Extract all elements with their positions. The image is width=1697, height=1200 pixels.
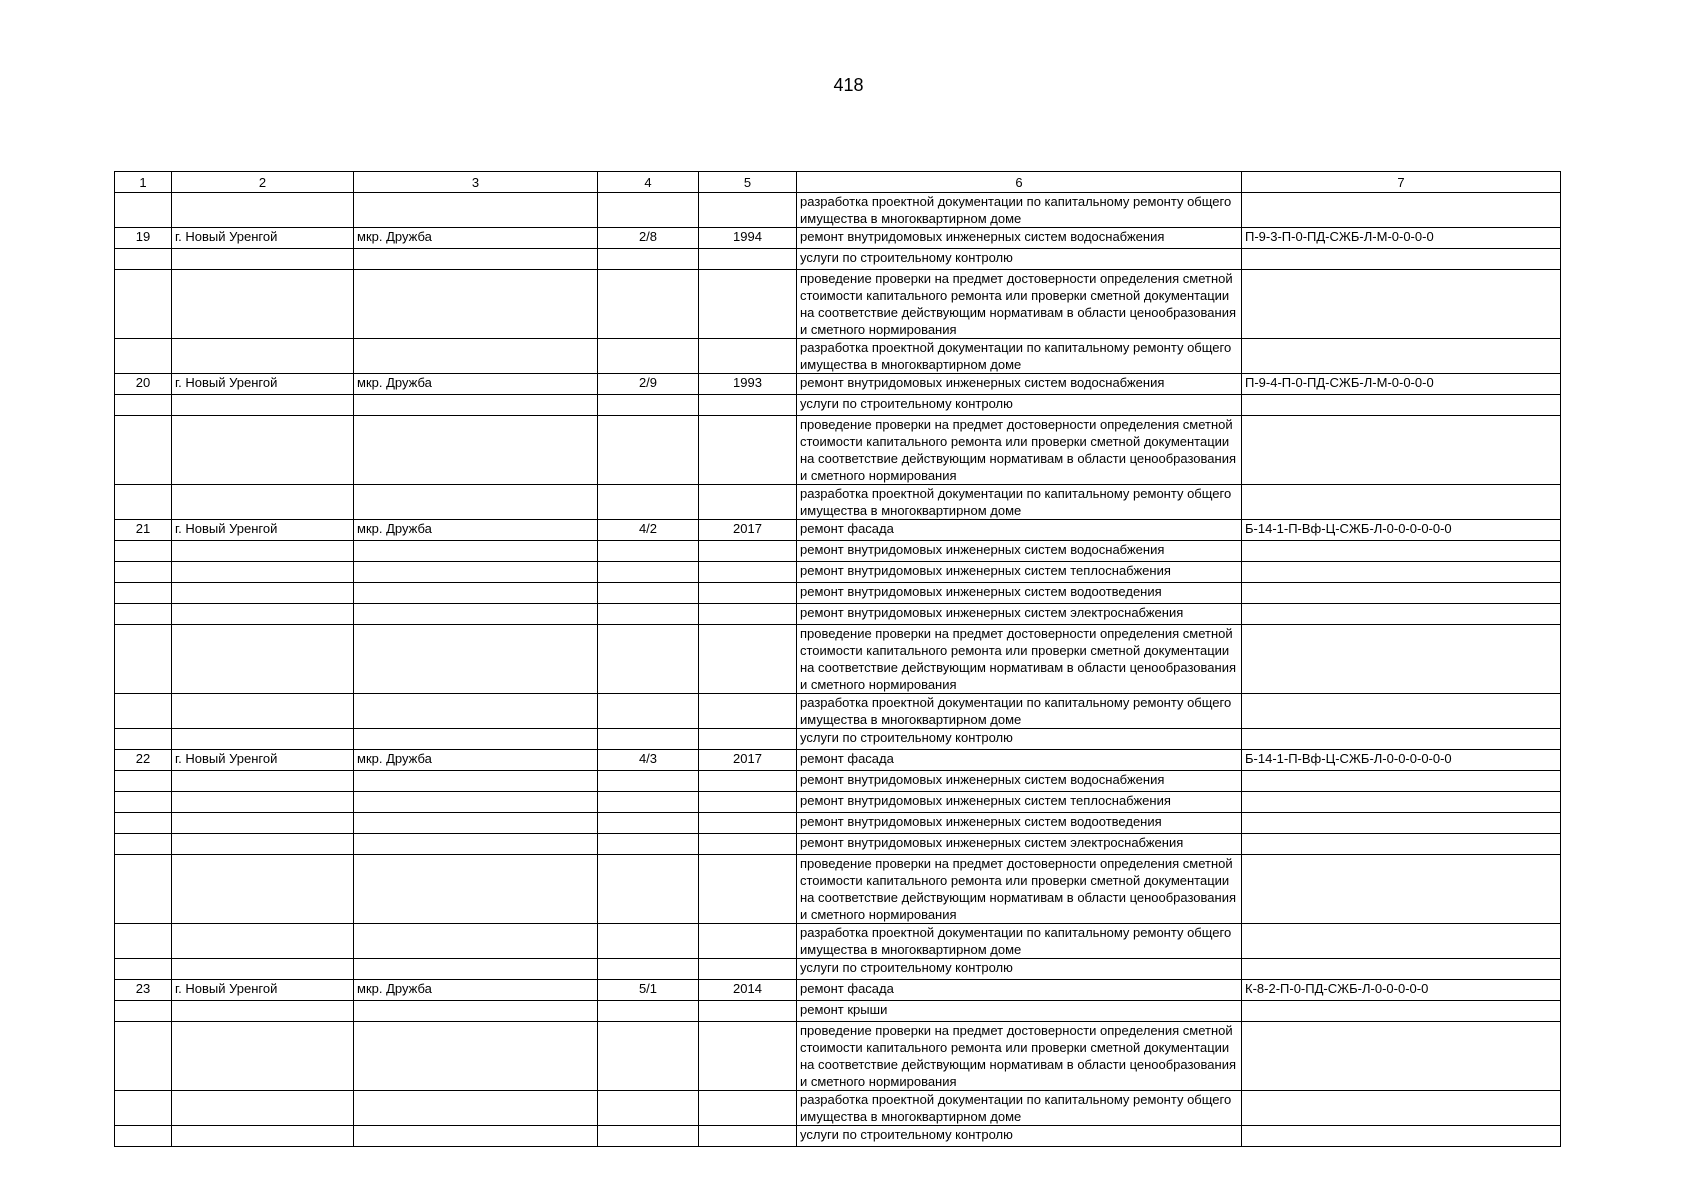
year-cell	[699, 1001, 797, 1022]
year-cell: 1994	[699, 228, 797, 249]
building-code-cell	[1242, 395, 1561, 416]
house-number-cell	[598, 604, 699, 625]
year-cell	[699, 193, 797, 228]
row-number-cell	[115, 813, 172, 834]
city-cell: г. Новый Уренгой	[172, 228, 354, 249]
house-number-cell	[598, 541, 699, 562]
work-type-cell: разработка проектной документации по капитальному ремонту общего имущества в многоквартирном доме	[797, 485, 1242, 520]
year-cell	[699, 583, 797, 604]
year-cell	[699, 694, 797, 729]
table-row	[115, 249, 1561, 270]
table-row	[115, 625, 1561, 694]
work-type-cell: ремонт внутридомовых инженерных систем водоснабжения	[797, 228, 1242, 249]
row-number-cell	[115, 834, 172, 855]
house-number-cell: 4/2	[598, 520, 699, 541]
row-number-cell	[115, 694, 172, 729]
building-code-cell	[1242, 625, 1561, 694]
work-type-cell: разработка проектной документации по капитальному ремонту общего имущества в многоквартирном доме	[797, 193, 1242, 228]
street-cell	[354, 270, 598, 339]
street-cell	[354, 485, 598, 520]
street-cell	[354, 1126, 598, 1147]
row-number-cell	[115, 485, 172, 520]
house-number-cell	[598, 1126, 699, 1147]
house-number-cell	[598, 270, 699, 339]
house-number-cell	[598, 339, 699, 374]
house-number-cell	[598, 395, 699, 416]
work-type-cell: ремонт фасада	[797, 520, 1242, 541]
house-number-cell	[598, 249, 699, 270]
year-cell	[699, 416, 797, 485]
house-number-cell: 2/9	[598, 374, 699, 395]
table-row	[115, 270, 1561, 339]
house-number-cell	[598, 855, 699, 924]
work-type-cell: разработка проектной документации по капитальному ремонту общего имущества в многоквартирном доме	[797, 924, 1242, 959]
row-number-cell: 19	[115, 228, 172, 249]
city-cell: г. Новый Уренгой	[172, 980, 354, 1001]
table-row	[115, 813, 1561, 834]
row-number-cell	[115, 416, 172, 485]
row-number-cell	[115, 1091, 172, 1126]
building-code-cell	[1242, 959, 1561, 980]
row-number-cell	[115, 1001, 172, 1022]
building-code-cell	[1242, 1001, 1561, 1022]
table-row	[115, 1022, 1561, 1091]
row-number-cell	[115, 1126, 172, 1147]
work-type-cell: ремонт внутридомовых инженерных систем теплоснабжения	[797, 792, 1242, 813]
city-cell	[172, 249, 354, 270]
work-type-cell: проведение проверки на предмет достоверности определения сметной стоимости капитального ремонта или проверки сметной документации на соответствие действующим нормативам в области ценообразования и сметного нормирования	[797, 416, 1242, 485]
year-cell	[699, 834, 797, 855]
building-code-cell	[1242, 924, 1561, 959]
city-cell	[172, 339, 354, 374]
row-number-cell	[115, 604, 172, 625]
work-type-cell: ремонт внутридомовых инженерных систем водоснабжения	[797, 771, 1242, 792]
building-code-cell	[1242, 193, 1561, 228]
house-number-cell	[598, 562, 699, 583]
house-number-cell	[598, 771, 699, 792]
building-code-cell	[1242, 1126, 1561, 1147]
row-number-cell	[115, 792, 172, 813]
table-row	[115, 374, 1561, 395]
table-row	[115, 228, 1561, 249]
year-cell	[699, 792, 797, 813]
city-cell	[172, 792, 354, 813]
year-cell: 2017	[699, 750, 797, 771]
city-cell	[172, 1091, 354, 1126]
table-row	[115, 604, 1561, 625]
row-number-cell	[115, 562, 172, 583]
building-code-cell: П-9-3-П-0-ПД-СЖБ-Л-М-0-0-0-0	[1242, 228, 1561, 249]
work-type-cell: ремонт внутридомовых инженерных систем водоснабжения	[797, 374, 1242, 395]
table-row	[115, 583, 1561, 604]
city-cell	[172, 959, 354, 980]
street-cell: мкр. Дружба	[354, 980, 598, 1001]
year-cell: 1993	[699, 374, 797, 395]
page-number: 418	[833, 75, 864, 95]
table-row	[115, 1091, 1561, 1126]
house-number-cell: 5/1	[598, 980, 699, 1001]
table-body	[115, 193, 1561, 1147]
building-code-cell	[1242, 1091, 1561, 1126]
year-cell	[699, 924, 797, 959]
city-cell	[172, 855, 354, 924]
work-type-cell: ремонт внутридомовых инженерных систем водоснабжения	[797, 541, 1242, 562]
street-cell	[354, 813, 598, 834]
row-number-cell	[115, 395, 172, 416]
row-number-cell	[115, 339, 172, 374]
city-cell	[172, 562, 354, 583]
building-code-cell	[1242, 1022, 1561, 1091]
work-type-cell: услуги по строительному контролю	[797, 395, 1242, 416]
work-type-cell: проведение проверки на предмет достоверности определения сметной стоимости капитального ремонта или проверки сметной документации на соответствие действующим нормативам в области ценообразования и сметного нормирования	[797, 1022, 1242, 1091]
street-cell	[354, 771, 598, 792]
street-cell	[354, 339, 598, 374]
building-code-cell	[1242, 416, 1561, 485]
work-type-cell: услуги по строительному контролю	[797, 1126, 1242, 1147]
city-cell	[172, 270, 354, 339]
table-row	[115, 416, 1561, 485]
city-cell	[172, 813, 354, 834]
year-cell	[699, 813, 797, 834]
table-row	[115, 959, 1561, 980]
street-cell	[354, 924, 598, 959]
street-cell	[354, 416, 598, 485]
work-type-cell: разработка проектной документации по капитальному ремонту общего имущества в многоквартирном доме	[797, 694, 1242, 729]
year-cell	[699, 270, 797, 339]
city-cell	[172, 834, 354, 855]
city-cell	[172, 694, 354, 729]
house-number-cell	[598, 729, 699, 750]
city-cell: г. Новый Уренгой	[172, 520, 354, 541]
house-number-cell	[598, 485, 699, 520]
work-type-cell: ремонт фасада	[797, 750, 1242, 771]
house-number-cell	[598, 625, 699, 694]
row-number-cell	[115, 193, 172, 228]
year-cell: 2014	[699, 980, 797, 1001]
table-row	[115, 855, 1561, 924]
building-code-cell	[1242, 485, 1561, 520]
row-number-cell	[115, 771, 172, 792]
street-cell	[354, 604, 598, 625]
street-cell: мкр. Дружба	[354, 228, 598, 249]
work-type-cell: разработка проектной документации по капитальному ремонту общего имущества в многоквартирном доме	[797, 1091, 1242, 1126]
work-type-cell: ремонт крыши	[797, 1001, 1242, 1022]
row-number-cell	[115, 924, 172, 959]
house-number-cell	[598, 792, 699, 813]
building-code-cell: К-8-2-П-0-ПД-СЖБ-Л-0-0-0-0-0	[1242, 980, 1561, 1001]
table-row	[115, 1126, 1561, 1147]
work-type-cell: проведение проверки на предмет достоверности определения сметной стоимости капитального ремонта или проверки сметной документации на соответствие действующим нормативам в области ценообразования и сметного нормирования	[797, 270, 1242, 339]
building-code-cell	[1242, 771, 1561, 792]
work-type-cell: услуги по строительному контролю	[797, 729, 1242, 750]
year-cell	[699, 1126, 797, 1147]
row-number-cell	[115, 270, 172, 339]
year-cell	[699, 395, 797, 416]
city-cell	[172, 625, 354, 694]
row-number-cell	[115, 855, 172, 924]
building-code-cell	[1242, 729, 1561, 750]
building-code-cell	[1242, 604, 1561, 625]
year-cell	[699, 562, 797, 583]
capital-repair-table	[114, 171, 1561, 1147]
year-cell	[699, 625, 797, 694]
row-number-cell: 21	[115, 520, 172, 541]
column-number-row	[115, 172, 1561, 193]
year-cell	[699, 1091, 797, 1126]
house-number-cell: 4/3	[598, 750, 699, 771]
building-code-cell	[1242, 834, 1561, 855]
row-number-cell	[115, 625, 172, 694]
work-type-cell: проведение проверки на предмет достоверности определения сметной стоимости капитального ремонта или проверки сметной документации на соответствие действующим нормативам в области ценообразования и сметного нормирования	[797, 855, 1242, 924]
work-type-cell: ремонт фасада	[797, 980, 1242, 1001]
house-number-cell	[598, 416, 699, 485]
street-cell	[354, 625, 598, 694]
house-number-cell	[598, 583, 699, 604]
year-cell	[699, 855, 797, 924]
work-type-cell: услуги по строительному контролю	[797, 959, 1242, 980]
work-type-cell: услуги по строительному контролю	[797, 249, 1242, 270]
table-row	[115, 562, 1561, 583]
row-number-cell	[115, 249, 172, 270]
street-cell	[354, 562, 598, 583]
building-code-cell: Б-14-1-П-Вф-Ц-СЖБ-Л-0-0-0-0-0-0	[1242, 750, 1561, 771]
city-cell: г. Новый Уренгой	[172, 374, 354, 395]
table-row	[115, 193, 1561, 228]
city-cell	[172, 583, 354, 604]
city-cell	[172, 1126, 354, 1147]
row-number-cell	[115, 1022, 172, 1091]
city-cell: г. Новый Уренгой	[172, 750, 354, 771]
year-cell	[699, 541, 797, 562]
year-cell	[699, 485, 797, 520]
building-code-cell	[1242, 270, 1561, 339]
building-code-cell	[1242, 813, 1561, 834]
column-header-4: 4	[598, 172, 699, 193]
house-number-cell	[598, 694, 699, 729]
street-cell	[354, 834, 598, 855]
year-cell	[699, 249, 797, 270]
street-cell	[354, 249, 598, 270]
street-cell	[354, 959, 598, 980]
table-row	[115, 395, 1561, 416]
house-number-cell	[598, 1091, 699, 1126]
city-cell	[172, 771, 354, 792]
year-cell	[699, 1022, 797, 1091]
column-header-6: 6	[797, 172, 1242, 193]
building-code-cell	[1242, 583, 1561, 604]
street-cell	[354, 541, 598, 562]
year-cell	[699, 339, 797, 374]
house-number-cell	[598, 924, 699, 959]
row-number-cell: 22	[115, 750, 172, 771]
street-cell	[354, 855, 598, 924]
street-cell	[354, 193, 598, 228]
table-row	[115, 924, 1561, 959]
year-cell: 2017	[699, 520, 797, 541]
building-code-cell: Б-14-1-П-Вф-Ц-СЖБ-Л-0-0-0-0-0-0	[1242, 520, 1561, 541]
street-cell	[354, 583, 598, 604]
street-cell	[354, 729, 598, 750]
row-number-cell: 20	[115, 374, 172, 395]
building-code-cell	[1242, 249, 1561, 270]
row-number-cell	[115, 729, 172, 750]
work-type-cell: разработка проектной документации по капитальному ремонту общего имущества в многоквартирном доме	[797, 339, 1242, 374]
work-type-cell: проведение проверки на предмет достоверности определения сметной стоимости капитального ремонта или проверки сметной документации на соответствие действующим нормативам в области ценообразования и сметного нормирования	[797, 625, 1242, 694]
table-row	[115, 339, 1561, 374]
year-cell	[699, 604, 797, 625]
building-code-cell	[1242, 855, 1561, 924]
house-number-cell	[598, 193, 699, 228]
house-number-cell	[598, 1001, 699, 1022]
table-row	[115, 834, 1561, 855]
table-row	[115, 771, 1561, 792]
column-header-3: 3	[354, 172, 598, 193]
building-code-cell	[1242, 792, 1561, 813]
table-row	[115, 520, 1561, 541]
year-cell	[699, 959, 797, 980]
table-row	[115, 729, 1561, 750]
house-number-cell: 2/8	[598, 228, 699, 249]
city-cell	[172, 416, 354, 485]
street-cell	[354, 1022, 598, 1091]
street-cell: мкр. Дружба	[354, 374, 598, 395]
city-cell	[172, 1001, 354, 1022]
year-cell	[699, 771, 797, 792]
work-type-cell: ремонт внутридомовых инженерных систем водоотведения	[797, 583, 1242, 604]
table-row	[115, 485, 1561, 520]
column-header-2: 2	[172, 172, 354, 193]
street-cell	[354, 1001, 598, 1022]
house-number-cell	[598, 1022, 699, 1091]
table-row	[115, 541, 1561, 562]
street-cell: мкр. Дружба	[354, 520, 598, 541]
city-cell	[172, 729, 354, 750]
column-header-1: 1	[115, 172, 172, 193]
row-number-cell	[115, 541, 172, 562]
table-row	[115, 792, 1561, 813]
building-code-cell	[1242, 339, 1561, 374]
work-type-cell: ремонт внутридомовых инженерных систем теплоснабжения	[797, 562, 1242, 583]
column-header-5: 5	[699, 172, 797, 193]
table-row	[115, 750, 1561, 771]
city-cell	[172, 485, 354, 520]
street-cell	[354, 395, 598, 416]
building-code-cell: П-9-4-П-0-ПД-СЖБ-Л-М-0-0-0-0	[1242, 374, 1561, 395]
table-row	[115, 1001, 1561, 1022]
street-cell	[354, 792, 598, 813]
city-cell	[172, 193, 354, 228]
work-type-cell: ремонт внутридомовых инженерных систем электроснабжения	[797, 834, 1242, 855]
table-row	[115, 694, 1561, 729]
year-cell	[699, 729, 797, 750]
street-cell	[354, 694, 598, 729]
city-cell	[172, 541, 354, 562]
table-row	[115, 980, 1561, 1001]
building-code-cell	[1242, 562, 1561, 583]
house-number-cell	[598, 813, 699, 834]
building-code-cell	[1242, 541, 1561, 562]
row-number-cell	[115, 959, 172, 980]
house-number-cell	[598, 959, 699, 980]
street-cell: мкр. Дружба	[354, 750, 598, 771]
building-code-cell	[1242, 694, 1561, 729]
row-number-cell	[115, 583, 172, 604]
column-header-7: 7	[1242, 172, 1561, 193]
city-cell	[172, 395, 354, 416]
work-type-cell: ремонт внутридомовых инженерных систем электроснабжения	[797, 604, 1242, 625]
street-cell	[354, 1091, 598, 1126]
city-cell	[172, 1022, 354, 1091]
city-cell	[172, 924, 354, 959]
work-type-cell: ремонт внутридомовых инженерных систем водоотведения	[797, 813, 1242, 834]
house-number-cell	[598, 834, 699, 855]
city-cell	[172, 604, 354, 625]
row-number-cell: 23	[115, 980, 172, 1001]
